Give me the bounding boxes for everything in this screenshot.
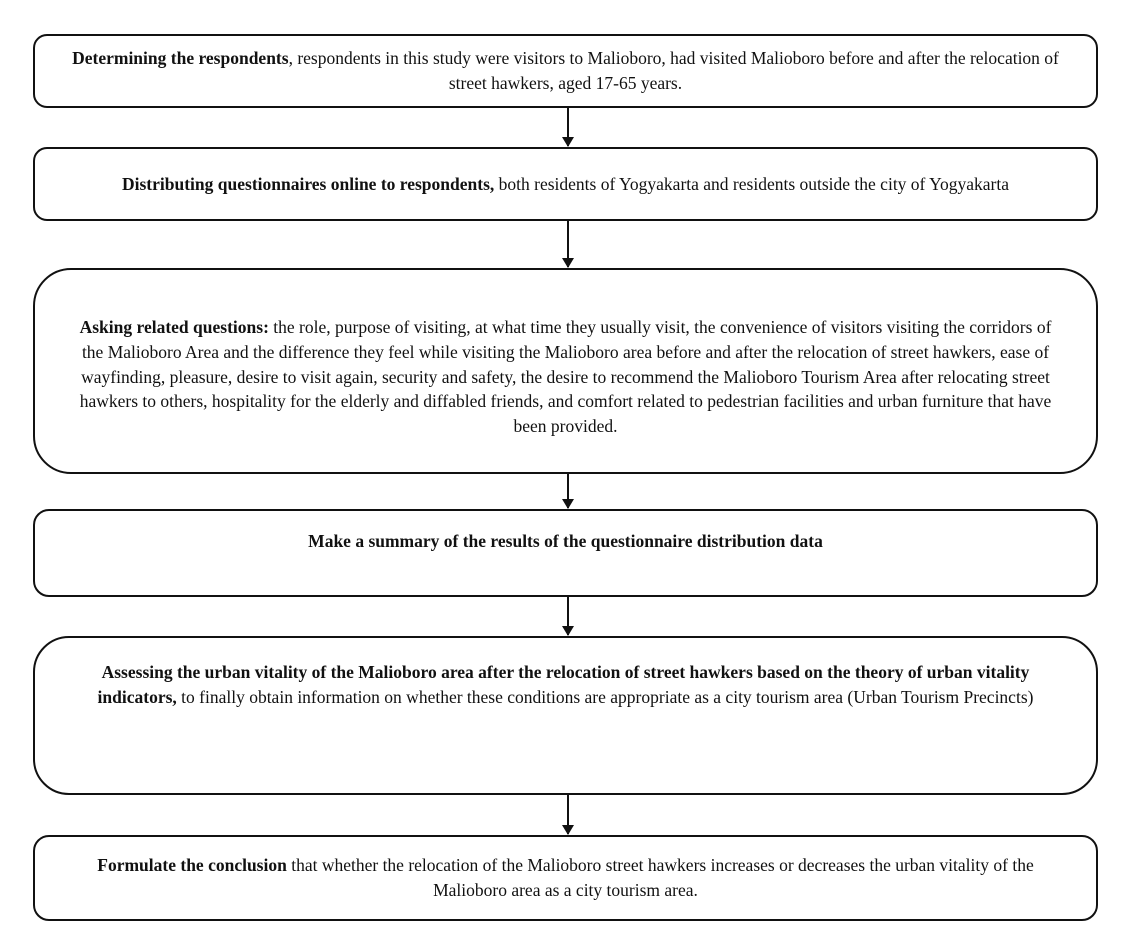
step-body: to finally obtain information on whether these conditions are appropriate as a city tourism area (Urban Tourism Precincts) [176, 686, 1034, 707]
step-heading: Make a summary of the results of the questionnaire distribution data [308, 531, 823, 551]
step-text [122, 172, 1009, 197]
step-heading: Distributing questionnaires online to respondents, [122, 173, 495, 194]
step-body: both residents of Yogyakarta and residents outside the city of Yogyakarta [494, 173, 1009, 194]
step-body: , respondents in this study were visitors to Malioboro, had visited Malioboro before and after the relocation of street hawkers, aged 17-65 years. [288, 48, 1059, 93]
step-formulate-conclusion [33, 835, 1098, 921]
step-determining-respondents [33, 34, 1098, 108]
flow-arrow [567, 474, 569, 508]
flow-arrow [567, 795, 569, 834]
step-text [63, 660, 1068, 710]
step-text [63, 46, 1068, 96]
step-heading: Determining the respondents [72, 48, 289, 69]
step-text [308, 529, 823, 554]
step-body: the role, purpose of visiting, at what time they usually visit, the convenience of visitors visiting the corridors of the Malioboro Area and the difference they feel while visiting the Malioboro area before and after the relocation of street hawkers, ease of wayfinding, pleasure, desire to visit again, security and safety, the desire to recommend the Malioboro Tourism Area after relocating street hawkers to others, hospitality for the elderly and diffabled friends, and comfort related to pedestrian facilities and urban furniture that have been provided. [79, 316, 1052, 437]
step-text [75, 315, 1056, 439]
step-assessing-urban-vitality [33, 636, 1098, 795]
flow-arrow [567, 221, 569, 267]
flow-arrow [567, 108, 569, 146]
step-distributing-questionnaires [33, 147, 1098, 221]
step-asking-questions [33, 268, 1098, 474]
step-make-summary [33, 509, 1098, 597]
step-heading: Asking related questions: [79, 316, 269, 337]
step-body: that whether the relocation of the Malioboro street hawkers increases or decreases the urban vitality of the Malioboro area as a city tourism area. [286, 855, 1034, 900]
step-heading: Formulate the conclusion [97, 855, 287, 876]
step-text [63, 853, 1068, 903]
step-heading: Assessing the urban vitality of the Malioboro area after the relocation of street hawkers based on the theory of urban vitality indicators, [97, 662, 1030, 707]
flow-arrow [567, 597, 569, 635]
